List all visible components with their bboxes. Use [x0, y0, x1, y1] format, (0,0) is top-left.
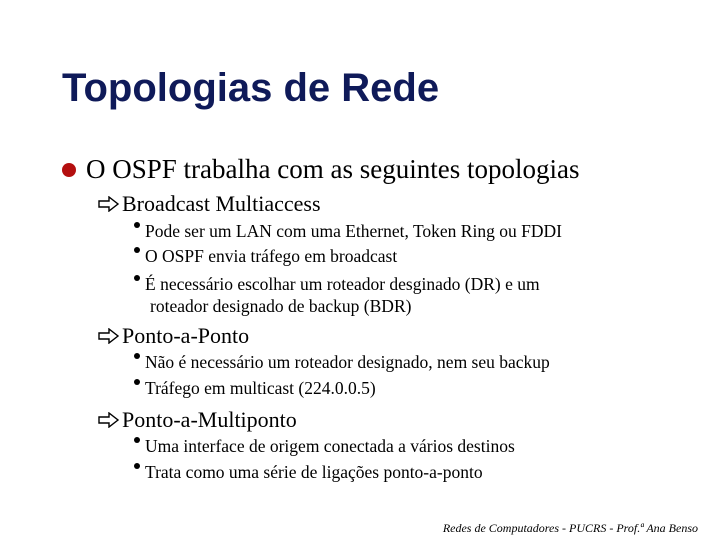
slide-footer: Redes de Computadores - PUCRS - Prof.ª Ana Benso — [442, 521, 698, 535]
hollow-arrow-icon — [98, 412, 120, 428]
list-item-text: Uma interface de origem conectada a vários destinos — [145, 436, 515, 456]
section-ponto-a-ponto — [98, 323, 249, 349]
section-broadcast — [98, 191, 321, 217]
list-item-text: Pode ser um LAN com uma Ethernet, Token Ring ou FDDI — [145, 221, 562, 241]
list-item-text: Não é necessário um roteador designado, nem seu backup — [145, 352, 550, 372]
main-bullet — [62, 154, 579, 185]
list-item — [134, 274, 540, 295]
list-item — [134, 246, 397, 267]
section-label: Ponto-a-Ponto — [122, 323, 250, 348]
list-item — [134, 221, 562, 242]
bullet-icon — [134, 353, 140, 359]
section-label: Broadcast Multiaccess — [122, 191, 321, 216]
bullet-icon — [134, 247, 140, 253]
section-ponto-a-multiponto — [98, 407, 297, 433]
list-item — [134, 462, 483, 483]
list-item-continuation: roteador designado de backup (BDR) — [150, 296, 412, 316]
list-item — [134, 352, 550, 373]
hollow-arrow-icon — [98, 328, 120, 344]
bullet-icon — [134, 379, 140, 385]
bullet-icon — [134, 275, 140, 281]
list-item-text: O OSPF envia tráfego em broadcast — [145, 246, 398, 266]
red-bullet-icon — [62, 163, 76, 177]
section-label: Ponto-a-Multiponto — [122, 407, 297, 432]
list-item-text: Trata como uma série de ligações ponto-a-ponto — [145, 462, 483, 482]
hollow-arrow-icon — [98, 196, 120, 212]
list-item — [134, 436, 515, 457]
list-item-text: Tráfego em multicast (224.0.0.5) — [145, 378, 376, 398]
main-bullet-text: O OSPF trabalha com as seguintes topologias — [86, 154, 580, 184]
slide-title: Topologias de Rede — [62, 66, 440, 110]
bullet-icon — [134, 437, 140, 443]
bullet-icon — [134, 463, 140, 469]
list-item — [134, 378, 376, 399]
list-item-text: É necessário escolhar um roteador desginado (DR) e um — [145, 274, 540, 294]
bullet-icon — [134, 222, 140, 228]
